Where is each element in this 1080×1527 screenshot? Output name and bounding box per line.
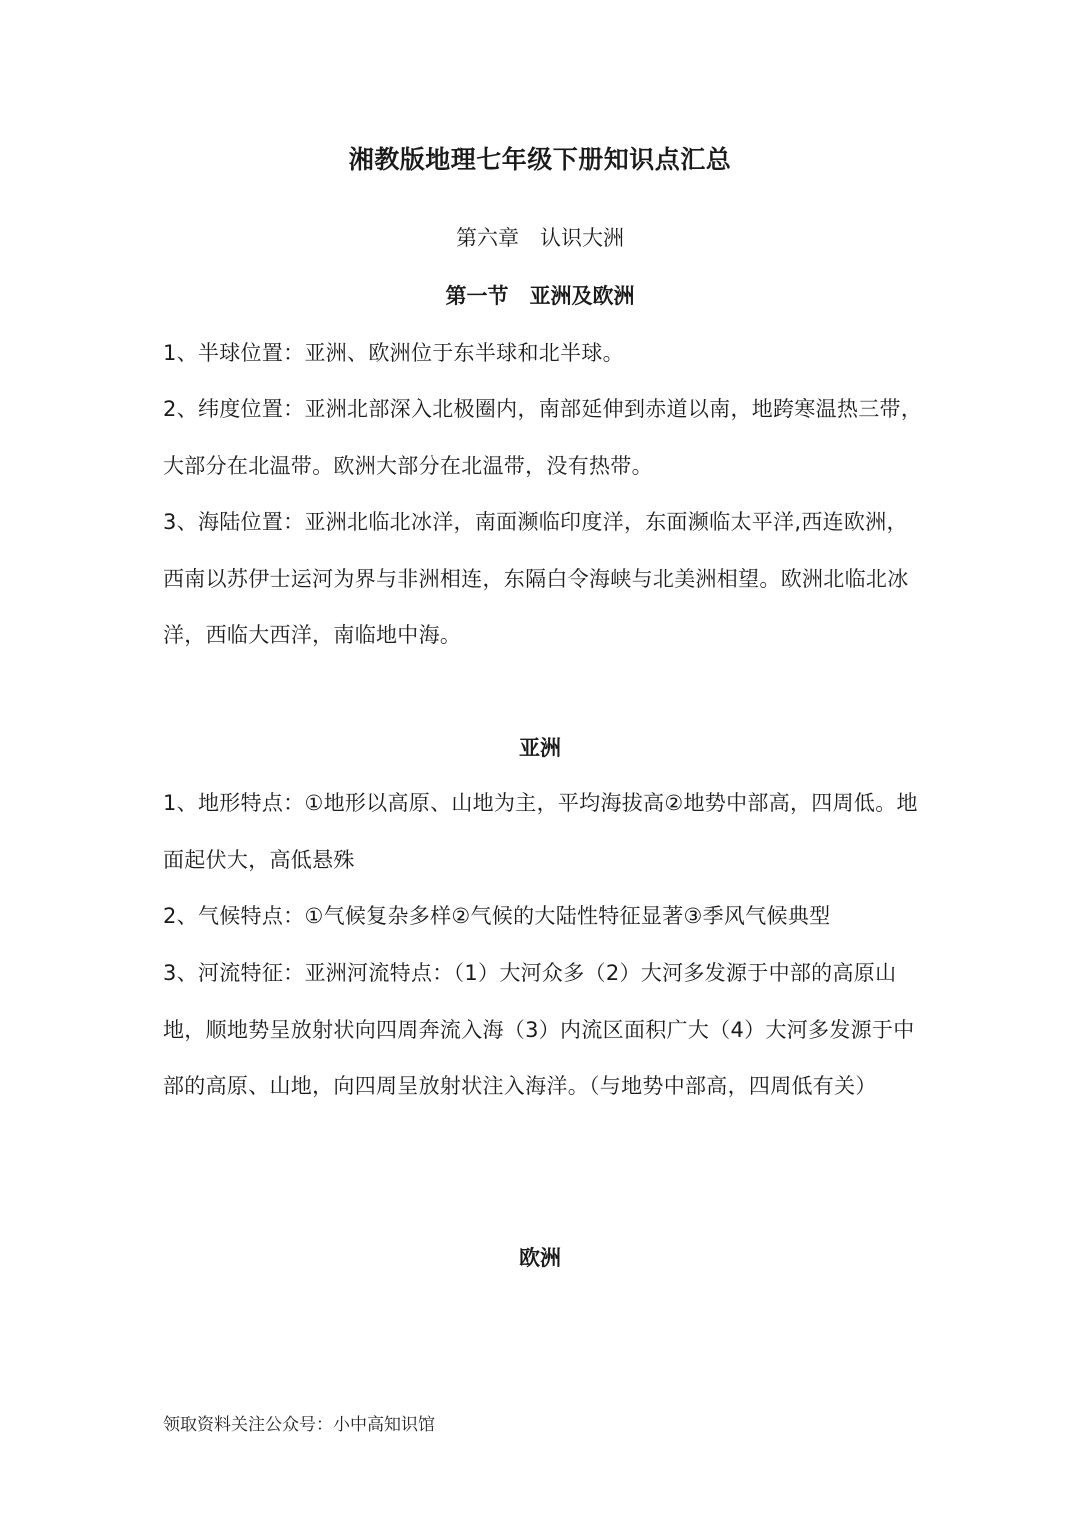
footer-note: 领取资料关注公众号：小中高知识馆 xyxy=(163,1415,435,1435)
europe-heading: 欧洲 xyxy=(519,1246,561,1270)
paragraph-rivers: 3、河流特征：亚洲河流特点：（1）大河众多（2）大河多发源于中部的高原山地，顺地势呈放射状向四周奔流入海（3）内流区面积广大（4）大河多发源于中部的高原、山地，向四周呈放射状注入海洋。（与地势中部高，四周低有关） xyxy=(163,961,915,1098)
paragraph-terrain: 1、地形特点：①地形以高原、山地为主，平均海拔高②地势中部高，四周低。地面起伏大，高低悬殊 xyxy=(163,791,918,872)
paragraph-hemisphere: 1、半球位置：亚洲、欧洲位于东半球和北半球。 xyxy=(163,341,624,365)
paragraph-climate: 2、气候特点：①气候复杂多样②气候的大陆性特征显著③季风气候典型 xyxy=(163,904,831,928)
document-title: 湘教版地理七年级下册知识点汇总 xyxy=(348,145,732,174)
asia-heading: 亚洲 xyxy=(519,736,561,760)
paragraph-sea-land: 3、海陆位置：亚洲北临北冰洋，南面濒临印度洋，东面濒临太平洋,西连欧洲，西南以苏伊士运河为界与非洲相连，东隔白令海峡与北美洲相望。欧洲北临北冰洋，西临大西洋，南临地中海。 xyxy=(163,510,909,647)
section-heading: 第一节 亚洲及欧洲 xyxy=(445,284,635,308)
chapter-heading: 第六章 认识大洲 xyxy=(456,226,624,250)
paragraph-latitude: 2、纬度位置：亚洲北部深入北极圈内，南部延伸到赤道以南，地跨寒温热三带，大部分在北温带。欧洲大部分在北温带，没有热带。 xyxy=(163,397,923,478)
